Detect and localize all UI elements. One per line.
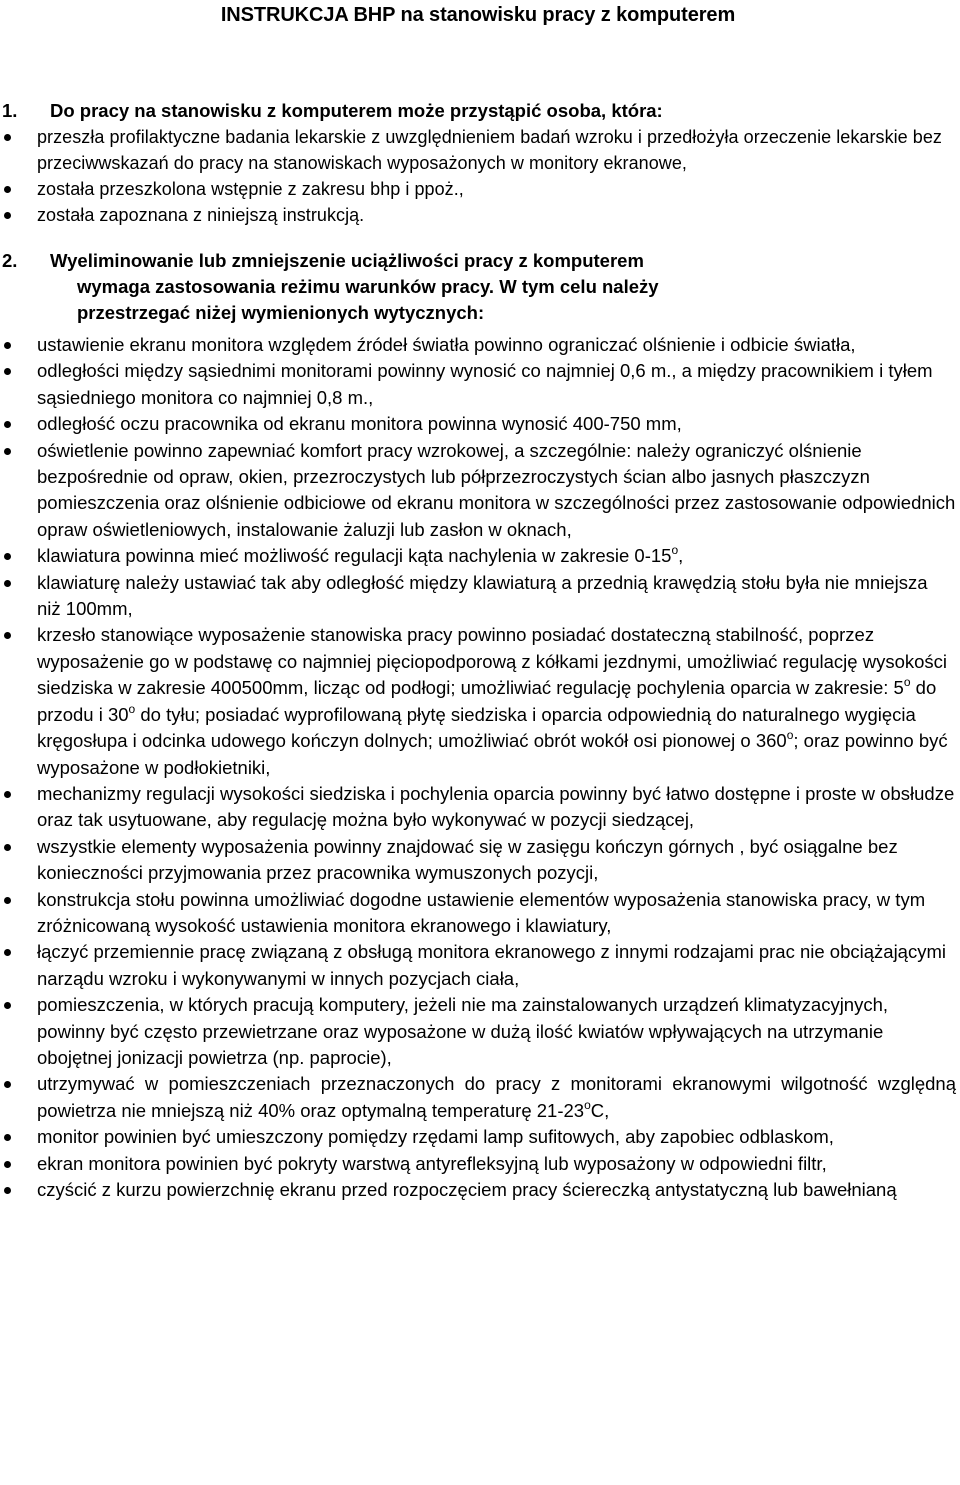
list-item: odległości między sąsiednimi monitorami powinny wynosić co najmniej 0,6 m., a między pracownikiem i tyłem sąsiedniego monitora co najmniej 0,8 m.,	[0, 358, 956, 411]
list-item	[0, 543, 956, 569]
list-item: łączyć przemiennie pracę związaną z obsługą monitora ekranowego z innymi rodzajami prac nie obciążającymi narządu wzroku i wykonywanymi w innych pozycjach ciała,	[0, 939, 956, 992]
degree-mark: o	[903, 675, 911, 690]
list-item: mechanizmy regulacji wysokości siedziska i pochylenia oparcia powinny być łatwo dostępne i proste w obsłudze oraz tak usytuowane, aby regulację można było wykonywać w pozycji siedzącej,	[0, 781, 956, 834]
section-2-heading-line-1: Wyeliminowanie lub zmniejszenie uciążliwości pracy z komputerem	[50, 250, 644, 271]
section-1-number: 1.	[2, 100, 18, 121]
list-item: konstrukcja stołu powinna umożliwiać dogodne ustawienie elementów wyposażenia stanowiska pracy, w tym zróżnicowaną wysokość ustawienia monitora ekranowego i klawiatury,	[0, 887, 956, 940]
list-item: klawiaturę należy ustawiać tak aby odległość między klawiaturą a przednią krawędzią stołu była nie mniejsza niż 100mm,	[0, 570, 956, 623]
section-2-heading-line-2: wymaga zastosowania reżimu warunków pracy. W tym celu należy	[77, 276, 659, 297]
list-item	[0, 1071, 956, 1124]
list-item: przeszła profilaktyczne badania lekarskie z uwzględnieniem badań wzroku i przedłożyła orzeczenie lekarskie bez przeciwwskazań do pracy na stanowiskach wyposażonych w monitory ekranowe,	[0, 124, 956, 176]
list-item: oświetlenie powinno zapewniać komfort pracy wzrokowej, a szczególnie: należy ograniczyć olśnienie bezpośrednie od opraw, okien, przezroczystych lub półprzezroczystych ścian albo jasnych płaszczyzn pomieszczenia oraz olśnienie odbiciowe od ekranu monitora w szczególności przez zastosowanie odpowiednich opraw oświetleniowych, instalowanie żaluzji lub zasłon w oknach,	[0, 438, 956, 544]
item-text: C,	[590, 1099, 610, 1121]
item-text: do przodu i 30	[37, 677, 937, 725]
degree-mark: o	[584, 1097, 591, 1112]
list-item: pomieszczenia, w których pracują komputery, jeżeli nie ma zainstalowanych urządzeń klimatyzacyjnych, powinny być często przewietrzane oraz wyposażone w dużą ilość kwiatów wpływających na utrzymanie obojętnej jonizacji powietrza (np. paprocie),	[0, 992, 956, 1071]
section-1-heading	[0, 98, 956, 124]
section-1-heading-text: Do pracy na stanowisku z komputerem może przystąpić osoba, która:	[50, 100, 663, 121]
item-text: do tyłu; posiadać wyprofilowaną płytę siedziska i oparcia odpowiednią do naturalnego wygięcia kręgosłupa i odcinka udowego kończyn dolnych; umożliwiać obrót wokół osi pionowej o 360	[37, 703, 916, 752]
list-item: została przeszkolona wstępnie z zakresu bhp i ppoż.,	[0, 176, 956, 202]
section-2-heading-line-3: przestrzegać niżej wymienionych wytycznych:	[77, 302, 485, 323]
degree-mark: o	[128, 701, 136, 716]
list-item: wszystkie elementy wyposażenia powinny znajdować się w zasięgu kończyn górnych , być osiągalne bez konieczności przyjmowania przez pracownika wymuszonych pozycji,	[0, 834, 956, 887]
section-2-number: 2.	[2, 250, 18, 271]
item-text: utrzymywać w pomieszczeniach przeznaczonych do pracy z monitorami ekranowymi wilgotność względną powietrza nie mniejszą niż 40% oraz optymalną temperaturę 21-23	[37, 1073, 956, 1121]
list-item: odległość oczu pracownika od ekranu monitora powinna wynosić 400-750 mm,	[0, 411, 956, 437]
section-2-heading	[0, 248, 956, 326]
list-item: monitor powinien być umieszczony pomiędzy rzędami lamp sufitowych, aby zapobiec odblaskom,	[0, 1124, 956, 1150]
document-title: INSTRUKCJA BHP na stanowisku pracy z komputerem	[220, 4, 736, 26]
section-2-list	[0, 332, 956, 1203]
list-item: została zapoznana z niniejszą instrukcją.	[0, 202, 956, 228]
list-item: czyścić z kurzu powierzchnię ekranu przed rozpoczęciem pracy ściereczką antystatyczną lub bawełnianą	[0, 1177, 956, 1203]
item-text: krzesło stanowiące wyposażenie stanowiska pracy powinno posiadać dostateczną stabilność, poprzez wyposażenie go w podstawę co najmniej pięciopodporową z kółkami jezdnymi, umożliwiać regulację wysokości siedziska w zakresie 400500mm, licząc od podłogi; umożliwiać regulację pochylenia oparcia w zakresie: 5	[37, 624, 948, 699]
item-text: klawiatura powinna mieć możliwość regulacji kąta nachylenia w zakresie 0-15	[37, 545, 672, 567]
list-item: ekran monitora powinien być pokryty warstwą antyrefleksyjną lub wyposażony w odpowiedni filtr,	[0, 1151, 956, 1177]
degree-mark: o	[671, 543, 679, 558]
list-item	[0, 622, 956, 780]
item-text: ,	[678, 545, 684, 567]
section-1-list	[0, 124, 956, 228]
list-item: ustawienie ekranu monitora względem źródeł światła powinno ograniczać olśnienie i odbicie światła,	[0, 332, 956, 358]
item-text: ; oraz powinno być wyposażone w podłokietniki,	[37, 730, 948, 778]
degree-mark: o	[786, 728, 794, 743]
